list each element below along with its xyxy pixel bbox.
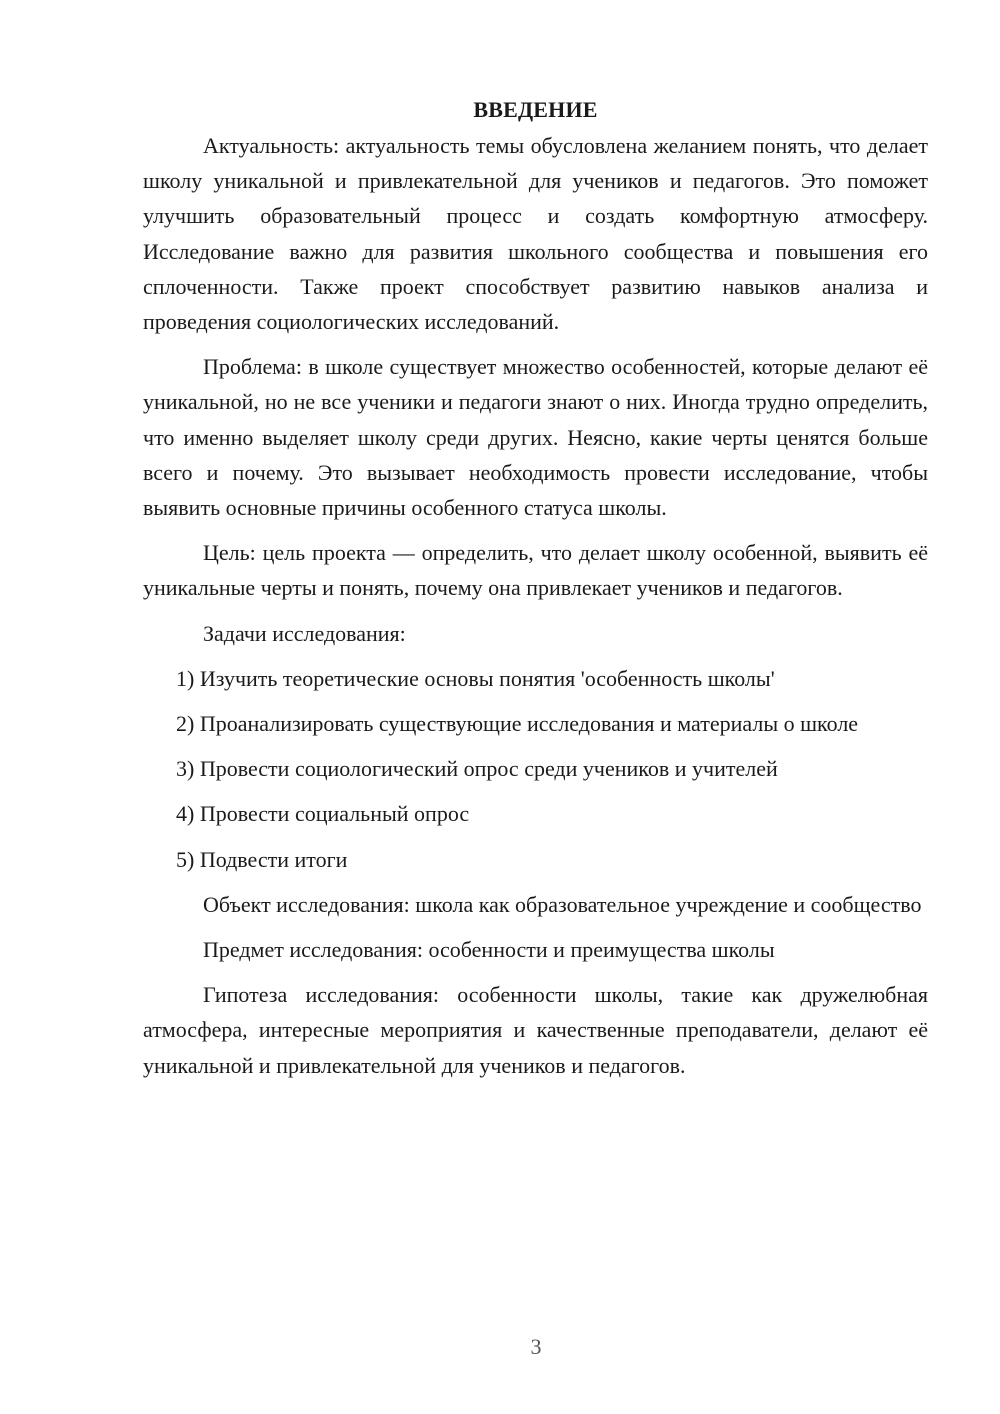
task-item-4: 4) Провести социальный опрос bbox=[176, 801, 470, 827]
goal-paragraph: Цель: цель проекта — определить, что делает школу особенной, выявить её уникальные черты и понять, почему она привлекает учеников и педагогов. bbox=[143, 540, 928, 601]
hypothesis-paragraph: Гипотеза исследования: особенности школы, такие как дружелюбная атмосфера, интересные мероприятия и качественные преподаватели, делают её уникальной и привлекательной для учеников и педагогов. bbox=[143, 982, 928, 1078]
tasks-heading: Задачи исследования: bbox=[203, 620, 406, 646]
problem-paragraph: Проблема: в школе существует множество особенностей, которые делают её уникальной, но не все ученики и педагоги знают о них. Иногда трудно определить, что именно выделяет школу среди других. Неясно, какие черты ценятся больше всего и почему. Это вызывает необходимость провести исследование, чтобы выявить основные причины особенного статуса школы. bbox=[143, 354, 928, 521]
document-title: ВВЕДЕНИЕ bbox=[473, 97, 598, 122]
object-paragraph: Объект исследования: школа как образовательное учреждение и сообщество bbox=[203, 891, 922, 917]
relevance-paragraph: Актуальность: актуальность темы обусловлена желанием понять, что делает школу уникальной и привлекательной для учеников и педагогов. Это поможет улучшить образовательный процесс и создать комфортную атмосферу. Исследование важно для развития школьного сообщества и повышения его сплоченности. Также проект способствует развитию навыков анализа и проведения социологических исследований. bbox=[143, 133, 928, 335]
document-page bbox=[143, 92, 928, 1083]
task-item-1: 1) Изучить теоретические основы понятия 'особенность школы' bbox=[176, 665, 775, 691]
subject-paragraph: Предмет исследования: особенности и преимущества школы bbox=[203, 937, 775, 963]
task-item-2: 2) Проанализировать существующие исследования и материалы о школе bbox=[176, 711, 859, 737]
page-number: 3 bbox=[530, 1334, 542, 1359]
task-item-3: 3) Провести социологический опрос среди учеников и учителей bbox=[176, 756, 778, 782]
task-item-5: 5) Подвести итоги bbox=[176, 846, 348, 872]
